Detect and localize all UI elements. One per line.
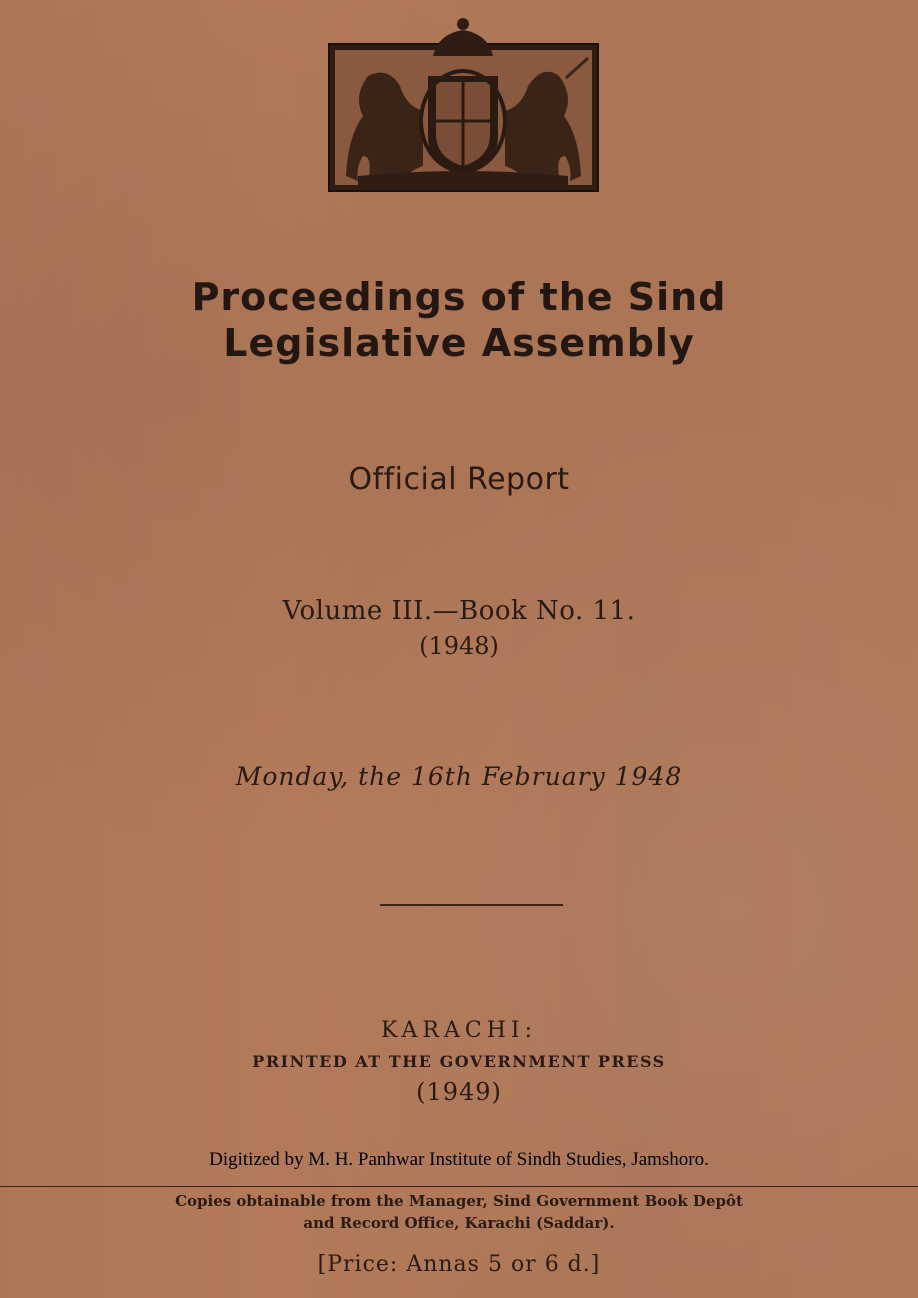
divider — [380, 904, 563, 906]
printed-at: PRINTED AT THE GOVERNMENT PRESS — [252, 1052, 666, 1071]
subtitle: Official Report — [348, 462, 570, 497]
footer-divider — [0, 1186, 918, 1187]
session-date: Monday, the 16th February 1948 — [235, 762, 683, 791]
title-line-2: Legislative Assembly — [223, 321, 695, 365]
publication-year: (1949) — [416, 1078, 502, 1106]
royal-coat-of-arms-icon — [328, 16, 599, 192]
volume-label: Volume III.—Book No. 11. — [282, 596, 636, 626]
volume-year: (1948) — [419, 632, 499, 660]
copies-line-1: Copies obtainable from the Manager, Sind Government Book Depôt — [175, 1192, 743, 1210]
copies-line-2: and Record Office, Karachi (Saddar). — [303, 1214, 615, 1232]
price: [Price: Annas 5 or 6 d.] — [317, 1252, 601, 1277]
city: KARACHI: — [380, 1018, 537, 1043]
digitized-note: Digitized by M. H. Panhwar Institute of Sindh Studies, Jamshoro. — [209, 1149, 709, 1170]
title-line-1: Proceedings of the Sind — [191, 275, 727, 319]
